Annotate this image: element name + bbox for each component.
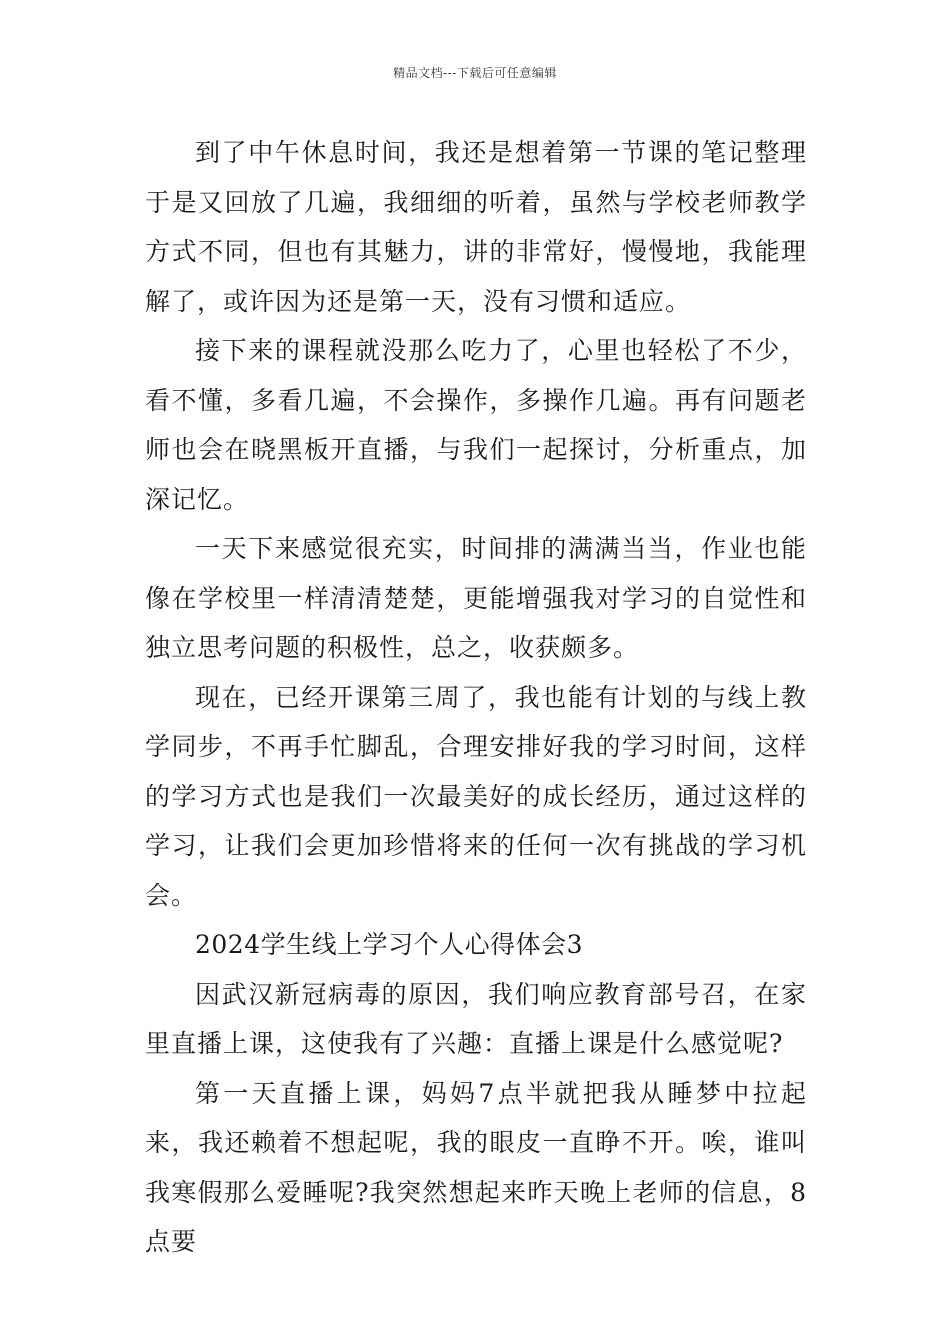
paragraph-courses-easier: 接下来的课程就没那么吃力了，心里也轻松了不少，看不懂，多看几遍，不会操作，多操作几遍。再有问题老师也会在晓黑板开直播，与我们一起探讨，分析重点，加深记忆。: [145, 336, 807, 514]
section-title: 2024学生线上学习个人心得体会3: [195, 930, 584, 959]
document-body: [145, 128, 807, 1267]
paragraph-live-class-intro: 因武汉新冠病毒的原因，我们响应教育部号召，在家里直播上课，这使我有了兴趣：直播上课是什么感觉呢?: [145, 979, 807, 1058]
paragraph-first-day: 第一天直播上课，妈妈7点半就把我从睡梦中拉起来，我还赖着不想起呢，我的眼皮一直睁不开。唉，谁叫我寒假那么爱睡呢?我突然想起来昨天晚上老师的信息，8点要: [145, 1078, 807, 1256]
page-header: 精品文档---下载后可任意编辑: [393, 66, 557, 80]
paragraph-fulfilling-day: 一天下来感觉很充实，时间排的满满当当，作业也能像在学校里一样清清楚楚，更能增强我对学习的自觉性和独立思考问题的积极性，总之，收获颇多。: [145, 534, 807, 662]
paragraph-third-week: 现在，已经开课第三周了，我也能有计划的与线上教学同步，不再手忙脚乱，合理安排好我的学习时间，这样的学习方式也是我们一次最美好的成长经历，通过这样的学习，让我们会更加珍惜将来的任何一次有挑战的学习机会。: [145, 682, 807, 910]
paragraph-review-notes: 到了中午休息时间，我还是想着第一节课的笔记整理于是又回放了几遍，我细细的听着，虽然与学校老师教学方式不同，但也有其魅力，讲的非常好，慢慢地，我能理解了，或许因为还是第一天，没有习惯和适应。: [145, 138, 807, 316]
